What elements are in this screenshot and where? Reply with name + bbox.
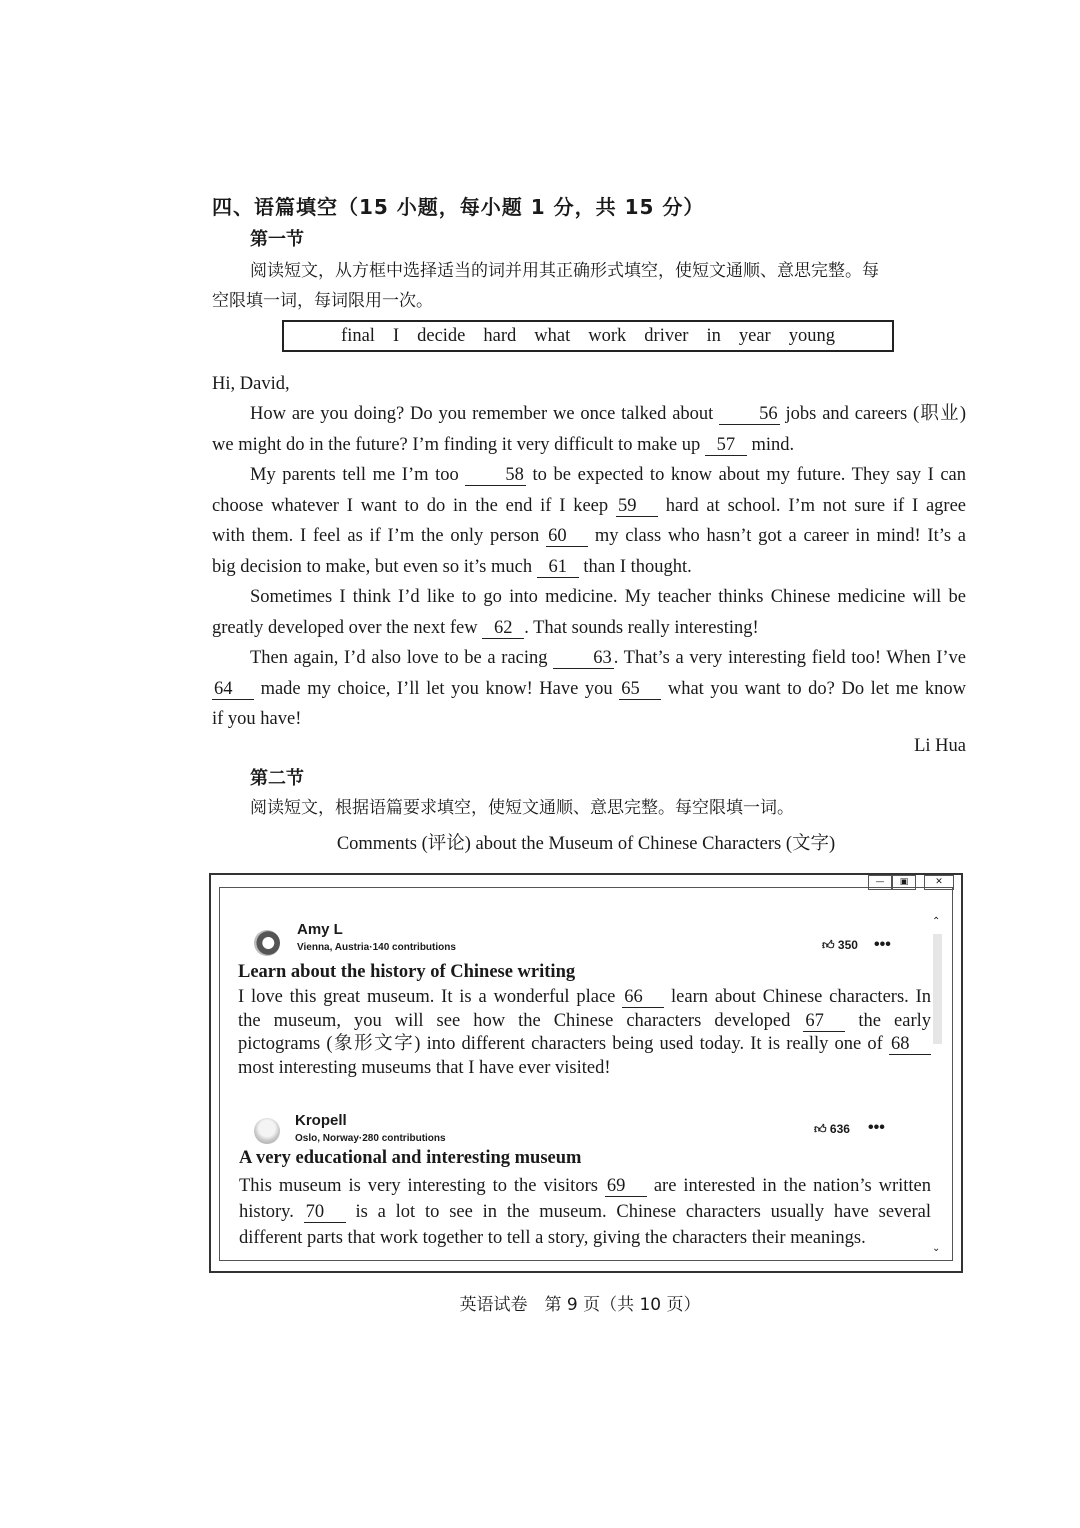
blank-58[interactable]: 58 <box>465 465 526 486</box>
word-box-item: final <box>341 325 375 346</box>
blank-64[interactable]: 64 <box>212 679 254 700</box>
word-box <box>282 320 894 352</box>
comment-title: Learn about the history of Chinese writing <box>238 962 576 982</box>
avatar[interactable] <box>254 930 280 956</box>
close-icon[interactable]: ✕ <box>924 875 954 890</box>
comment-body: This museum is very interesting to the visitors 69 are interested in the nation’s written history. 70 is a lot to see in the museum. Chinese characters usually have several different parts that work together to tell a story, giving the characters their meanings. <box>239 1176 932 1248</box>
like-count: 350 <box>837 938 858 952</box>
word-box-item: what <box>534 325 571 346</box>
thumbs-up-icon: 👍︎ <box>814 1122 827 1136</box>
thumbs-up-icon: 👍︎ <box>822 938 835 952</box>
word-box-item: decide <box>417 325 466 346</box>
blank-63[interactable]: 63 <box>553 648 614 669</box>
blank-67[interactable]: 67 <box>803 1011 845 1032</box>
minimize-icon[interactable]: — <box>868 875 892 890</box>
like-button[interactable] <box>822 938 858 953</box>
blank-66[interactable]: 66 <box>622 987 664 1008</box>
word-box-item: hard <box>483 325 517 346</box>
scroll-thumb[interactable] <box>933 934 942 1044</box>
blank-68[interactable]: 68 <box>889 1034 931 1055</box>
more-dots-icon[interactable]: ••• <box>874 936 891 953</box>
part1-title: 第一节 <box>250 229 304 250</box>
comment-user-meta: Oslo, Norway·280 contributions <box>295 1133 446 1144</box>
blank-69[interactable]: 69 <box>605 1176 647 1197</box>
comment-user-name[interactable]: Amy L <box>297 921 343 938</box>
word-box-item: I <box>392 325 400 346</box>
comments-heading: Comments (评论) about the Museum of Chinese Characters (文字) <box>336 834 836 854</box>
scrollbar[interactable] <box>932 916 944 1254</box>
maximize-icon[interactable]: ▣ <box>892 875 916 890</box>
letter-paragraph-2: My parents tell me I’m too 58 to be expected to know about my future. They say I can choose whatever I want to do in the end if I keep 59 hard at school. I’m not sure if I agree with them. I feel as if I’m the only person 60 my class who hasn’t got a career in mind! It’s a big decision to make, but even so it’s much 61 than I thought. <box>212 465 967 577</box>
part2-title: 第二节 <box>250 768 304 789</box>
letter-signature: Li Hua <box>914 736 966 756</box>
section-title: 四、语篇填空（15 小题，每小题 1 分，共 15 分） <box>212 195 705 219</box>
blank-57[interactable]: 57 <box>705 435 747 456</box>
word-box-item: young <box>788 325 835 346</box>
scroll-down-icon[interactable]: ⌄ <box>932 1243 941 1254</box>
blank-59[interactable]: 59 <box>616 496 658 517</box>
comment-user-name[interactable]: Kropell <box>295 1112 347 1129</box>
part1-instruction-line2: 空限填一词，每词限用一次。 <box>212 291 433 311</box>
word-box-item: year <box>738 325 771 346</box>
part1-instruction-line1: 阅读短文，从方框中选择适当的词并用其正确形式填空，使短文通顺、意思完整。每 <box>250 261 879 281</box>
page-footer: 英语试卷 第 9 页（共 10 页） <box>459 1295 701 1315</box>
comment-user-meta: Vienna, Austria·140 contributions <box>297 942 456 953</box>
letter-paragraph-4: Then again, I’d also love to be a racing 63 . That’s a very interesting field too! When I’ve 64 made my choice, I’ll let you know! Have you 65 what you want to do? Do let me know if you have! <box>212 648 967 729</box>
comment-title: A very educational and interesting museum <box>239 1148 582 1168</box>
blank-65[interactable]: 65 <box>619 679 661 700</box>
word-box-item: work <box>588 325 627 346</box>
scroll-up-icon[interactable]: ⌃ <box>932 916 941 927</box>
blank-56[interactable]: 56 <box>719 404 780 425</box>
comment-body: I love this great museum. It is a wonderful place 66 learn about Chinese characters. In the museum, you will see how the Chinese characters developed 67 the early pictograms (象形文字) into different characters being used today. It is really one of 68 most interesting museums that I have ever visited! <box>238 987 932 1078</box>
avatar[interactable] <box>254 1118 280 1144</box>
letter-paragraph-1: How are you doing? Do you remember we once talked about 56 jobs and careers (职业) we might do in the future? I’m finding it very difficult to make up 57 mind. <box>212 404 967 455</box>
blank-62[interactable]: 62 <box>482 618 524 639</box>
blank-61[interactable]: 61 <box>537 557 579 578</box>
more-dots-icon[interactable]: ••• <box>868 1119 885 1136</box>
letter-paragraph-3: Sometimes I think I’d like to go into medicine. My teacher thinks Chinese medicine will be greatly developed over the next few 62 . That sounds really interesting! <box>212 587 966 638</box>
letter-greeting: Hi, David, <box>212 374 290 394</box>
comments-panel <box>219 887 953 1261</box>
like-count: 636 <box>829 1122 850 1136</box>
part2-instruction: 阅读短文，根据语篇要求填空，使短文通顺、意思完整。每空限填一词。 <box>250 798 794 818</box>
word-box-item: in <box>706 325 721 346</box>
comments-window <box>209 873 963 1273</box>
like-button[interactable] <box>814 1122 850 1137</box>
word-box-item: driver <box>644 325 689 346</box>
blank-60[interactable]: 60 <box>546 526 588 547</box>
blank-70[interactable]: 70 <box>304 1202 346 1223</box>
